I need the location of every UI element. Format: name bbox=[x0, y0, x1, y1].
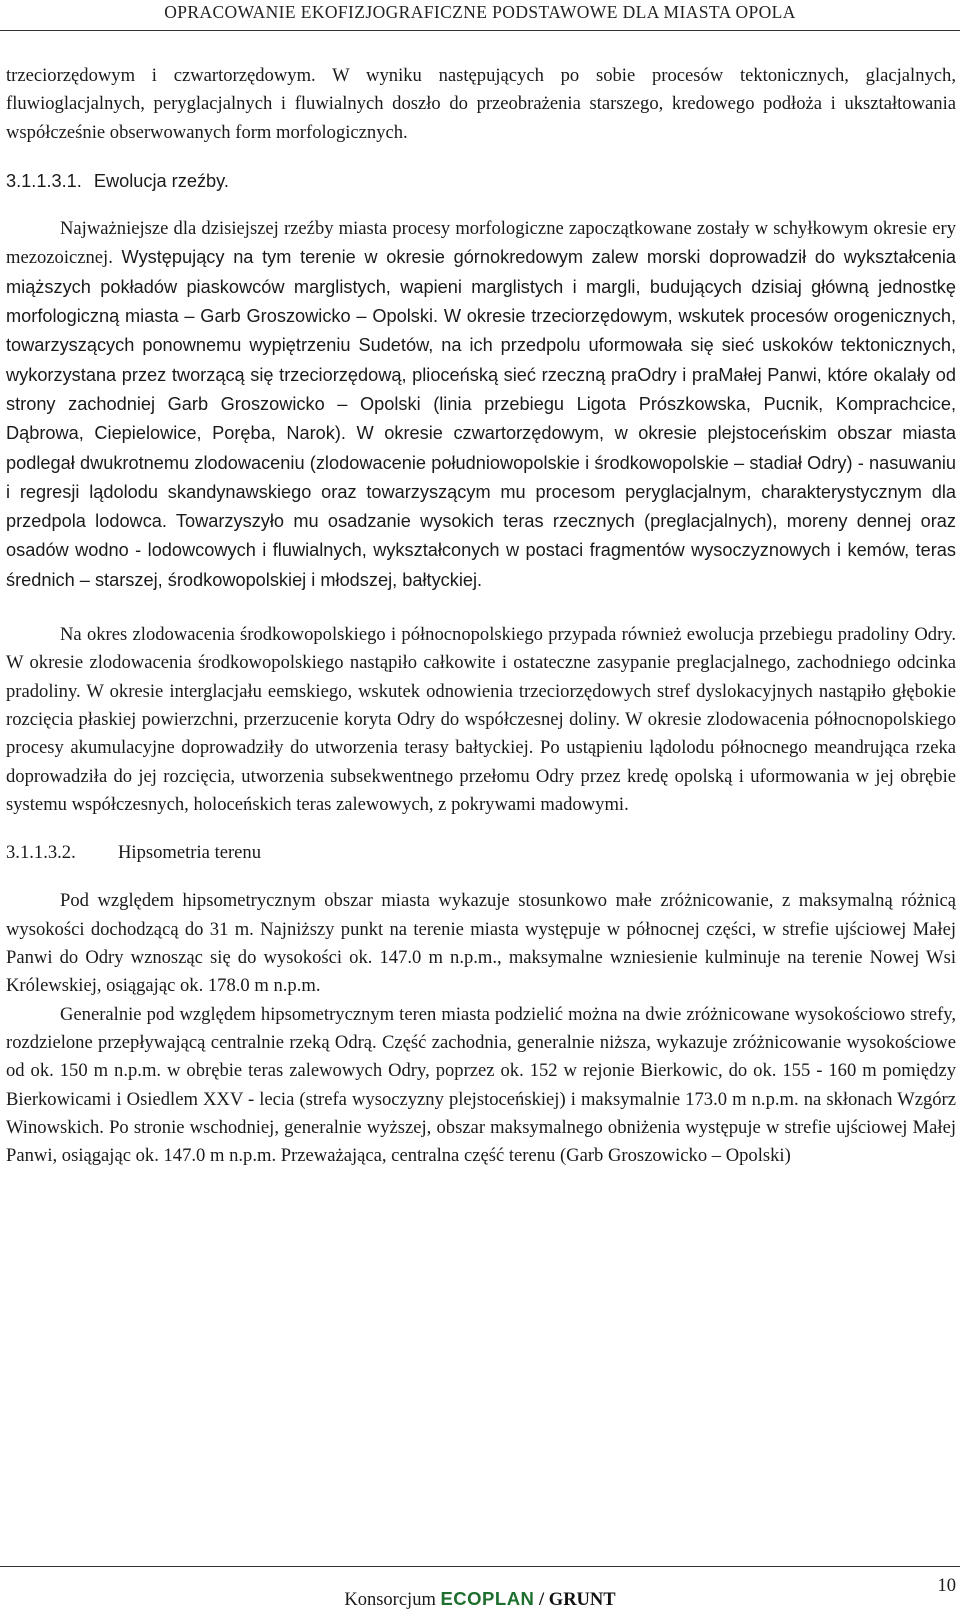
header-divider bbox=[0, 30, 960, 31]
spacer bbox=[6, 595, 956, 621]
paragraph-relief-evolution bbox=[6, 215, 956, 595]
footer bbox=[0, 1588, 960, 1611]
paragraph-hypsometry: Pod względem hipsometrycznym obszar miasta wykazuje stosunkowo małe zróżnicowanie, z maksymalną różnicą wysokości dochodzącą do 31 m. Najniższy punkt na terenie miasta występuje w północnej części, w strefie ujściowej Małej Panwi do Odry wznosząc się do wysokości ok. 147.0 m n.p.m., maksymalne wzniesienie kulminuje na terenie Nowej Wsi Królewskiej, osiągając ok. 178.0 m n.p.m. bbox=[6, 890, 956, 997]
footer-brand-grunt: / GRUNT bbox=[539, 1590, 616, 1610]
footer-prefix: Konsorcjum bbox=[344, 1590, 436, 1610]
paragraph-intro: trzeciorzędowym i czwartorzędowym. W wyniku następujących po sobie procesów tektonicznych, glacjalnych, fluwioglacjalnych, peryglacjalnych i fluwialnych doszło do przeobrażenia starszego, kredowego podłoża i ukształtowania współcześnie obserwowanych form morfologicznych. bbox=[6, 65, 956, 143]
section-heading-3-1-1-3-1 bbox=[6, 167, 956, 195]
section-heading-3-1-1-3-2 bbox=[6, 839, 956, 867]
paragraph-hypsometry-zones: Generalnie pod względem hipsometrycznym teren miasta podzielić można na dwie zróżnicowane wysokościowo strefy, rozdzielone przepływającą centralnie rzeką Odrą. Część zachodnia, generalnie niższa, wykazuje zróżnicowanie wysokościowe od ok. 150 m n.p.m. w obrębie teras zalewowych Odry, poprzez ok. 152 w rejonie Bierkowic, do ok. 155 - 160 m pomiędzy Bierkowicami i Osiedlem XXV - lecia (strefa wysoczyzny plejstoceńskiej) i maksymalnie 173.0 m n.p.m. na skłonach Wzgórz Winowskich. Po stronie wschodniej, generalnie wyższej, obszar maksymalnego obniżenia występuje w strefie ujściowej Małej Panwi, osiągając ok. 147.0 m n.p.m. Przeważająca, centralna część terenu (Garb Groszowicko – Opolski) bbox=[6, 1003, 956, 1167]
footer-divider bbox=[0, 1566, 960, 1567]
paragraph-relief-evolution-part2: Występujący na tym terenie w okresie górnokredowym zalew morski doprowadził do wykształcenia miąższych pokładów piaskowców marglistych, wapieni marglistych i margli, budujących dzisiaj główną jednostkę morfologiczną miasta – Garb Groszowicko – Opolski. W okresie trzeciorzędowym, wskutek procesów orogenicznych, towarzyszących ponownemu wypiętrzeniu Sudetów, na ich przedpolu uformowała się sieć uskoków tektonicznych, wykorzystana przez tworzącą się trzeciorzędową, plioceńską sieć rzeczną praOdry i praMałej Panwi, które okalały od strony zachodniej Garb Groszowicko – Opolski (linia przebiegu Ligota Prószkowska, Pucnik, Komprachcice, Dąbrowa, Ciepielowice, Poręba, Narok). W okresie czwartorzędowym, w okresie plejstoceńskim obszar miasta podlegał dwukrotnemu zlodowaceniu (zlodowacenie południowopolskie i środkowopolskie – stadiał Odry) - nasuwaniu i regresji lądolodu skandynawskiego oraz towarzyszącym mu procesom peryglacjalnym, charakterystycznym dla przedpola lodowca. Towarzyszyło mu osadzanie wysokich teras rzecznych (preglacjalnych), moreny dennej oraz osadów wodno - lodowcowych i fluwialnych, wykształconych w postaci fragmentów wysoczyznowych i kemów, teras średnich – starszej, środkowopolskiej i młodszej, bałtyckiej. bbox=[6, 247, 956, 590]
spacer bbox=[6, 867, 956, 887]
section-title: Ewolucja rzeźby. bbox=[93, 170, 229, 191]
spacer bbox=[6, 195, 956, 215]
running-header: OPRACOWANIE EKOFIZJOGRAFICZNE PODSTAWOWE DLA MIASTA OPOLA bbox=[164, 2, 796, 22]
spacer bbox=[6, 819, 956, 839]
footer-brand-ecoplan: ECOPLAN bbox=[440, 1588, 535, 1609]
section-number: 3.1.1.3.2. bbox=[6, 842, 76, 864]
document-body bbox=[6, 62, 956, 1170]
section-number: 3.1.1.3.1. bbox=[6, 170, 82, 191]
paragraph-relief-evolution-part1: Najważniejsze dla dzisiejszej rzeźby miasta procesy morfologiczne zapoczątkowane zostały w schyłkowym okresie ery mezozoicznej. bbox=[6, 218, 956, 269]
page-number: 10 bbox=[937, 1576, 956, 1596]
spacer bbox=[6, 147, 956, 167]
paragraph-pradolina: Na okres zlodowacenia środkowopolskiego i północnopolskiego przypada również ewolucja przebiegu pradoliny Odry. W okresie zlodowacenia środkowopolskiego nastąpiło całkowite i ostateczne zasypanie preglacjalnego, zachodniego odcinka pradoliny. W okresie interglacjału eemskiego, wskutek odnowienia trzeciorzędowych stref dyslokacyjnych nastąpiło głębokie rozcięcia płaskiej powierzchni, przerzucenie koryta Odry do współczesnej doliny. W okresie zlodowacenia północnopolskiego procesy akumulacyjne doprowadziły do utworzenia terasy bałtyckiej. Po ustąpieniu lądolodu północnego meandrująca rzeka doprowadziła do jej rozcięcia, utworzenia subsekwentnego przełomu Odry przez kredę opolską i uformowania w jej obrębie systemu współczesnych, holoceńskich teras zalewowych, z pokrywami madowymi. bbox=[6, 624, 956, 815]
section-title: Hipsometria terenu bbox=[118, 842, 262, 864]
